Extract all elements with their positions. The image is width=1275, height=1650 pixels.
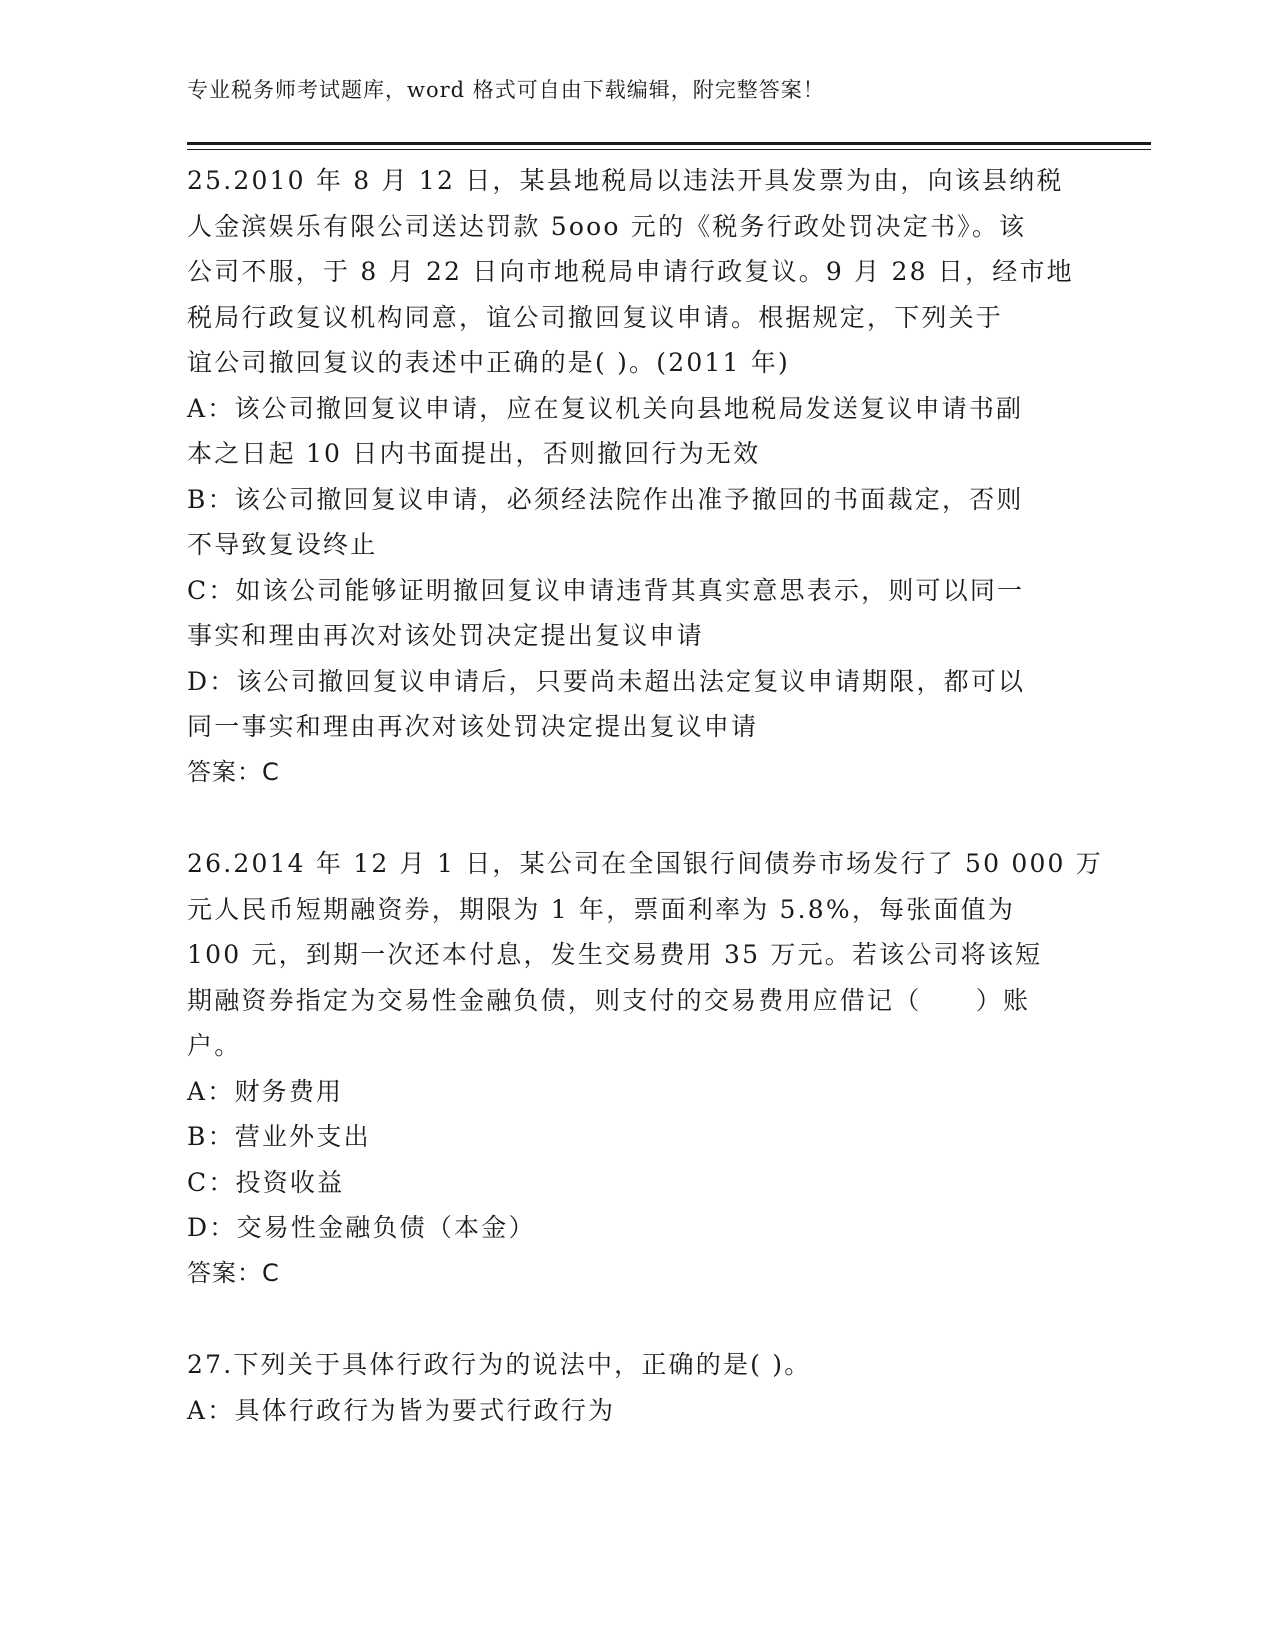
question-stem-line: 元人民币短期融资券，期限为 1 年，票面利率为 5.8%，每张面值为 — [187, 894, 1016, 924]
option-d — [187, 659, 1097, 750]
question-content — [187, 158, 1104, 1433]
option-line: C：如该公司能够证明撤回复议申请违背其真实意思表示，则可以同一 — [187, 575, 1025, 605]
question-spacer — [187, 1296, 1097, 1342]
option-line: B：该公司撤回复议申请，必须经法院作出准予撤回的书面裁定，否则 — [187, 484, 1024, 514]
question-stem-line: 26.2014 年 12 月 1 日，某公司在全国银行间债券市场发行了 50 000 万 — [187, 849, 1104, 878]
question-stem-line: 27.下列关于具体行政行为的说法中，正确的是( )。 — [187, 1350, 812, 1379]
page-header: 专业税务师考试题库，word 格式可自由下载编辑，附完整答案！ — [187, 78, 825, 102]
option-a: A：财务费用 — [187, 1076, 344, 1106]
question-27 — [187, 1342, 1097, 1433]
option-line: A：该公司撤回复议申请，应在复议机关向县地税局发送复议申请书副 — [187, 393, 1024, 423]
option-line: 本之日起 10 日内书面提出，否则撤回行为无效 — [187, 439, 761, 468]
option-c: C：投资收益 — [187, 1167, 345, 1197]
question-stem-line: 期融资券指定为交易性金融负债，则支付的交易费用应借记（ ）账 — [187, 985, 1031, 1015]
question-stem-line: 户。 — [187, 1031, 242, 1060]
question-stem-line: 25.2010 年 8 月 12 日，某县地税局以违法开具发票为由，向该县纳税 — [187, 166, 1064, 195]
option-line: 同一事实和理由再次对该处罚决定提出复议申请 — [187, 712, 759, 741]
answer-label: 答案：C — [187, 1258, 280, 1287]
option-a: A：具体行政行为皆为要式行政行为 — [187, 1395, 616, 1425]
option-c — [187, 568, 1097, 659]
option-line: 不导致复设终止 — [187, 530, 378, 559]
question-stem-line: 税局行政复议机构同意，谊公司撤回复议申请。根据规定，下列关于 — [187, 302, 1004, 332]
question-stem-line: 公司不服，于 8 月 22 日向市地税局申请行政复议。9 月 28 日，经市地 — [187, 257, 1074, 286]
option-line: 事实和理由再次对该处罚决定提出复议申请 — [187, 621, 704, 650]
option-a — [187, 386, 1097, 477]
question-25 — [187, 158, 1097, 795]
question-spacer — [187, 795, 1097, 841]
option-line: D：该公司撤回复议申请后，只要尚未超出法定复议申请期限，都可以 — [187, 666, 1026, 696]
option-b — [187, 477, 1097, 568]
header-rule — [187, 142, 1151, 145]
question-26 — [187, 841, 1104, 1296]
question-stem-line: 谊公司撤回复议的表述中正确的是( )。(2011 年) — [187, 348, 790, 377]
question-stem-line: 人金滨娱乐有限公司送达罚款 5ooo 元的《税务行政处罚决定书》。该 — [187, 211, 1027, 241]
option-b: B：营业外支出 — [187, 1122, 371, 1151]
option-d: D：交易性金融负债（本金） — [187, 1213, 536, 1242]
question-stem-line: 100 元，到期一次还本付息，发生交易费用 35 万元。若该公司将该短 — [187, 940, 1043, 969]
header-rule-thin — [187, 149, 1151, 150]
answer-label: 答案：C — [187, 757, 280, 786]
